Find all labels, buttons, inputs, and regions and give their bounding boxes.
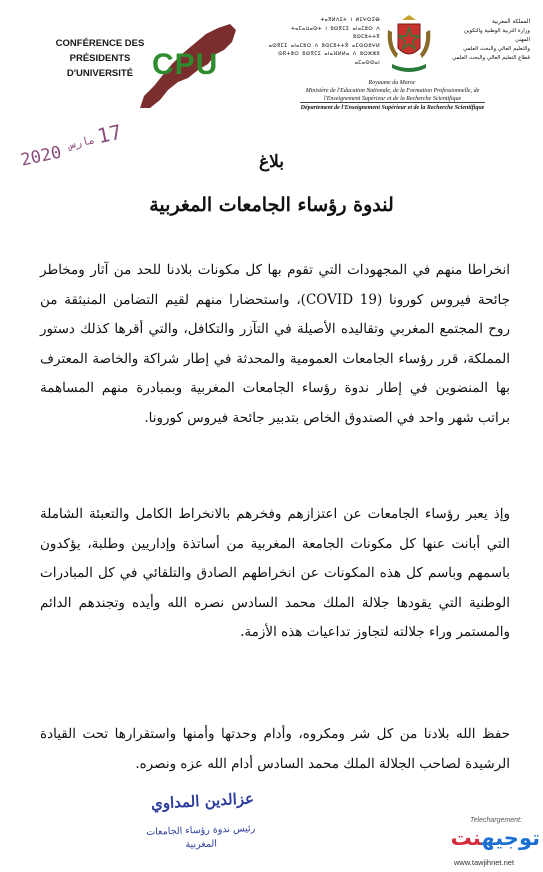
gov-line: وزارة التربية الوطنية والتكوين المهني bbox=[463, 28, 530, 43]
stamp-year: 2020 bbox=[19, 142, 64, 171]
watermark-logo-part1: توجيه bbox=[481, 826, 540, 850]
gov-line: المملكة المغربية bbox=[492, 19, 530, 25]
gov-line: قطاع التعليم العالي والبحث العلمي bbox=[452, 55, 530, 61]
cpu-name-line-2: D'UNIVERSITÉ bbox=[66, 68, 134, 79]
stamp-day: 17 bbox=[95, 119, 124, 149]
body-paragraph-1: انخراطا منهم في المجهودات التي تقوم بها كل مكونات بلادنا للحد من آثار ومخاطر جائحة فيروس كورونا (COVID 19)، واستحضارا منهم لقيم التضامن المنبثقة من روح المجتمع المغربي وتقاليده الأصيلة في التآزر والتكافل، والتي أقرها كذلك دستور المملكة، قرر رؤساء الجامعات العمومية والمحدثة في إطار شراكة والخاصة المعترف بها المنضوين في إطار ندوة رؤساء الجامعات المغربية وبمبادرة منهم المساهمة براتب شهر واحد في الصندوق الخاص بتدبير جائحة فيروس كورونا. bbox=[40, 262, 510, 426]
signature-title-line: رئيس ندوة رؤساء الجامعات bbox=[146, 823, 256, 838]
cpu-logo-text: CPU bbox=[152, 48, 219, 81]
tifinagh-line: ⵜⴰⵎⴰⵡⴰⵙⵜ ⵏ ⵓⵙⴳⵎⵉ ⴰⵏⴰⵎⵓⵔ ⴷ ⵓⵙⵎⵓⵜⵜⴳ bbox=[290, 25, 380, 40]
body-paragraph-2: وإذ يعبر رؤساء الجامعات عن اعتزازهم وفخرهم بالانخراط الكامل والتعبئة الشاملة التي أبانت عنها كل مكونات الجامعة المغربية من أساتذة وإداريين وطلبة، يؤكدون باسمهم وباسم كل هذه المكونات عن انخراطهم الصادق والتلقائي في كل المبادرات الوطنية التي يقودها جلالة الملك محمد السادس نصره الله وأيده وتجندهم الدائم والمستمر وراء جلالته لتجاوز تداعيات هذه الأزمة. bbox=[40, 506, 510, 640]
ministry-name-french: Ministère de l'Education Nationale, de la Formation Professionnelle, de l'Enseignement Supérieur et de la Recherche Scientifique bbox=[305, 88, 480, 103]
tifinagh-line: ⴰⵙⴳⵎⵉ ⴰⵏⴰⵎⵓⵔ ⴷ ⵓⵙⵎⵓⵜⵜⴳ ⴰⵎⵙⵙⵓⵖⵍ bbox=[268, 42, 380, 49]
watermark-logo-part2: نت bbox=[450, 826, 482, 850]
tifinagh-line: ⵙⴽⵜⵓⵔ ⵓⵙⴳⵎⵉ ⴰⵏⴰⴼⵍⵍⴰ ⴷ ⵓⵔⵣⵣⵓ ⴰⵎⴰⵙⵙⴰⵏ bbox=[278, 51, 380, 66]
header-divider bbox=[300, 102, 485, 103]
body-paragraph-3: حفظ الله بلادنا من كل شر ومكروه، وأدام وحدتها وأمنها واستقرارها تحت القيادة الرشيدة لصاحب الجلالة الملك محمد السادس أدام الله عزه ونصره. bbox=[40, 726, 510, 772]
gov-line: والتعليم العالي والبحث العلمي bbox=[463, 46, 530, 52]
royal-emblem-icon bbox=[384, 14, 434, 76]
watermark-logo bbox=[430, 826, 540, 850]
watermark-url: www.tawjihnet.net bbox=[454, 858, 515, 867]
royaume-du-maroc: Royaume du Maroc bbox=[368, 80, 416, 86]
government-arabic-heading bbox=[448, 18, 530, 63]
cpu-name-line-1: CONFÉRENCE DES PRÉSIDENTS bbox=[55, 38, 145, 64]
signature-name: عزالدين المداوي bbox=[150, 789, 255, 813]
stamp-month: مارس bbox=[67, 133, 97, 152]
tifinagh-line: ⵜⴰⴳⵍⴷⵉⵜ ⵏ ⵍⵎⵖⵔⵉⴱ bbox=[320, 17, 380, 23]
signature-title-line: المغربية bbox=[185, 838, 218, 851]
communique-title: بلاغ bbox=[258, 152, 285, 172]
signature-title bbox=[126, 821, 277, 854]
communique-subtitle: لندوة رؤساء الجامعات المغربية bbox=[149, 194, 394, 216]
tifinagh-heading bbox=[262, 16, 380, 67]
watermark-label: Telechargement: bbox=[470, 817, 522, 824]
department-name-french: Département de l'Enseignement Supérieur et de la Recherche Scientifique bbox=[300, 105, 485, 111]
